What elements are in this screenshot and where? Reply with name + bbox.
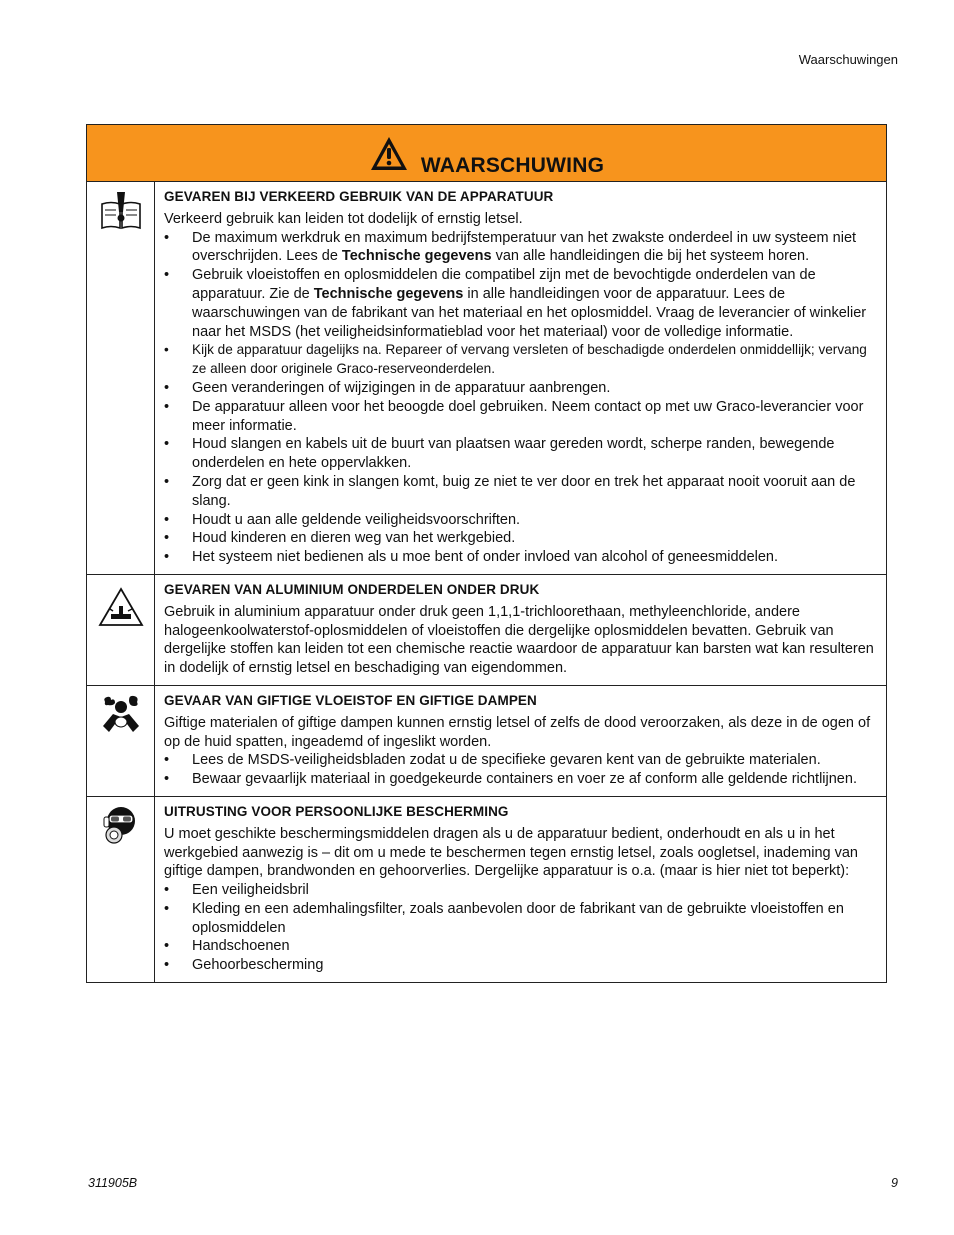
section-intro: Gebruik in aluminium apparatuur onder druk geen 1,1,1-trichloorethaan, methyleenchloride, andere halogeenkoolwaterstof-oplosmiddelen of vloeistoffen die dergelijke oplosmiddelen bevatten. Gebruik van dergelijke stoffen kan leiden tot een chemische reactie waardoor de apparatuur kan barsten wat kan resulteren in dodelijk of ernstig letsel en beschadiging van eigendommen. [164,603,874,677]
toxic-fumes-icon [99,694,143,739]
bullet-list [164,229,878,567]
list-item: • Gehoorbescherming [164,956,878,975]
list-item: • Geen veranderingen of wijzigingen in de apparatuur aanbrengen. [164,379,878,398]
running-header: Waarschuwingen [798,52,898,67]
section-intro: Verkeerd gebruik kan leiden tot dodelijk of ernstig letsel. [164,210,523,227]
section-title: GEVAAR VAN GIFTIGE VLOEISTOF EN GIFTIGE DAMPEN [164,692,537,708]
bullet-list [164,751,878,789]
warning-banner [87,125,886,182]
list-item: • Gebruik vloeistoffen en oplosmiddelen die compatibel zijn met de bevochtigde onderdelen van de apparatuur. Zie de Technische gegevens in alle handleidingen voor de apparatuur. Lees de waarschuwingen van de fabrikant van het materiaal en het oplosmiddel. Vraag de leverancier of winkelier naar het MSDS (het veiligheidsinformatieblad voor het materiaal) voor de volledige informatie. [164,266,878,341]
page-number: 9 [891,1176,898,1190]
list-item: • Houdt u aan alle geldende veiligheidsvoorschriften. [164,511,878,530]
list-item: • Lees de MSDS-veiligheidsbladen zodat u de specifieke gevaren kent van de gebruikte materialen. [164,751,878,770]
list-item: • Houd kinderen en dieren weg van het werkgebied. [164,529,878,548]
list-item: • Handschoenen [164,937,878,956]
section-title: GEVAREN BIJ VERKEERD GEBRUIK VAN DE APPARATUUR [164,189,554,204]
list-item: • Het systeem niet bedienen als u moe bent of onder invloed van alcohol of geneesmiddelen. [164,548,878,567]
warning-section-pressurized-aluminum [87,575,886,686]
warning-section-toxic-fluid [87,686,886,797]
section-title: UITRUSTING VOOR PERSOONLIJKE BESCHERMING [164,803,509,819]
section-intro: Giftige materialen of giftige dampen kunnen ernstig letsel of zelfs de dood veroorzaken, als deze in de ogen of op de huid spatten, ingeademd of ingeslikt worden. [164,714,871,750]
bullet-list [164,881,878,975]
list-item: • Bewaar gevaarlijk materiaal in goedgekeurde containers en voer ze af conform alle geldende richtlijnen. [164,770,878,789]
banner-title: WAARSCHUWING [420,154,605,177]
pressurized-aluminum-icon [98,587,144,632]
list-item: • Houd slangen en kabels uit de buurt van plaatsen waar gereden wordt, scherpe randen, bewegende onderdelen en hete oppervlakken. [164,435,878,473]
manual-exclamation-icon [99,190,143,239]
list-item: • De maximum werkdruk en maximum bedrijfstemperatuur van het zwakste onderdeel in uw systeem niet overschrijden. Lees de Technische gegevens van alle handleidingen die bij het systeem horen. [164,229,878,267]
warning-section-protective-equipment [87,797,886,982]
section-intro: U moet geschikte beschermingsmiddelen dragen als u de apparatuur bedient, onderhoudt en als u in het werkgebied aanwezig is – dit om u mede te beschermen tegen ernstig letsel, zoals oogletsel, inademing van giftige dampen, brandwonden en gehoorverlies. Dergelijke apparatuur is o.a. (maar is hier niet tot beperkt): [164,825,858,880]
warning-table [86,124,887,983]
list-item: • Kleding en een ademhalingsfilter, zoals aanbevolen door de fabrikant van de gebruikte vloeistoffen en oplosmiddelen [164,900,878,938]
list-item: • De apparatuur alleen voor het beoogde doel gebruiken. Neem contact op met uw Graco-leverancier voor meer informatie. [164,398,878,436]
list-item: • Kijk de apparatuur dagelijks na. Repareer of vervang versleten of beschadigde onderdelen onmiddellijk; vervang ze alleen door originele Graco-reserveonderdelen. [164,341,878,379]
document-number: 311905B [88,1176,138,1190]
list-item: • Zorg dat er geen kink in slangen komt, buig ze niet te ver door en trek het apparaat nooit vooruit aan de slang. [164,473,878,511]
list-item: • Een veiligheidsbril [164,881,878,900]
warning-section-equipment-misuse [87,182,886,575]
protective-equipment-icon [101,805,141,852]
warning-triangle-icon [369,135,409,178]
section-title: GEVAREN VAN ALUMINIUM ONDERDELEN ONDER DRUK [164,581,540,597]
